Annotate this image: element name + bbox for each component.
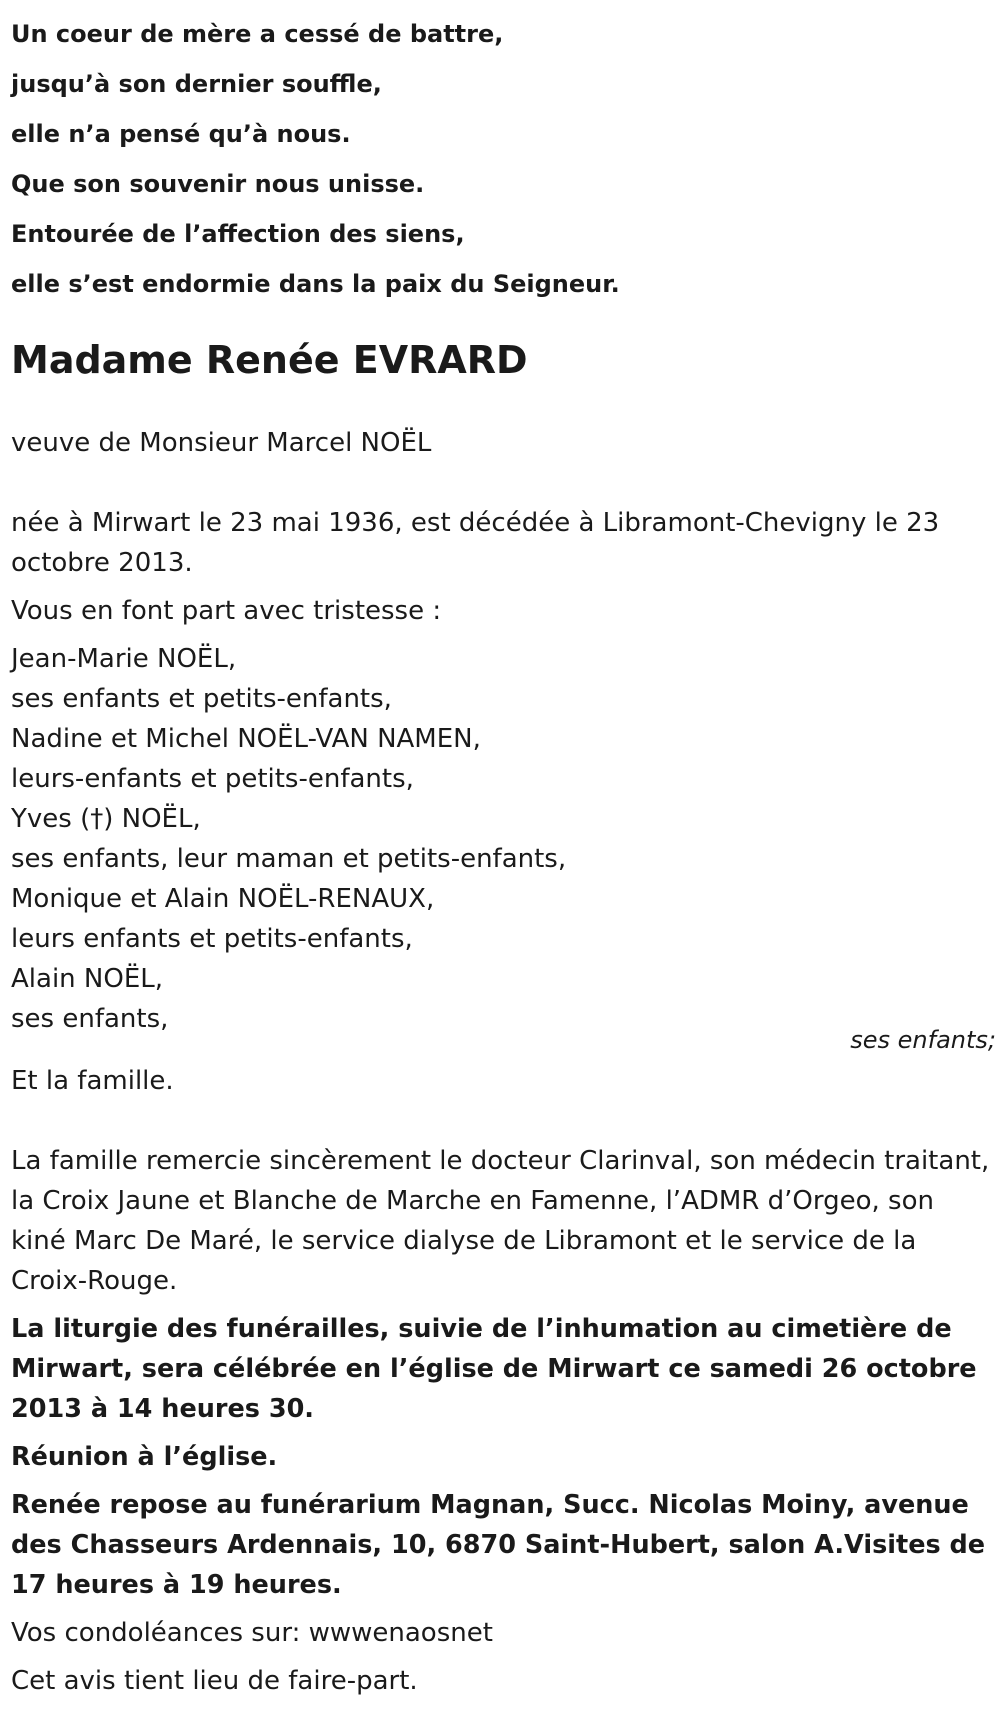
- birth-death-details: née à Mirwart le 23 mai 1936, est décédée à Libramont-Chevigny le 23 octobre 2013.: [11, 508, 940, 578]
- poem-line: Entourée de l’affection des siens,: [11, 220, 465, 248]
- family-member: Alain NOËL,: [11, 964, 164, 994]
- obituary-notice: [11, 0, 991, 1701]
- family-member: Yves (†) NOËL,: [11, 804, 201, 834]
- poem-line: elle s’est endormie dans la paix du Seigneur.: [11, 270, 620, 298]
- family-member: leurs-enfants et petits-enfants,: [11, 764, 414, 794]
- poem: [11, 0, 991, 309]
- side-note: ses enfants;: [850, 1026, 996, 1054]
- thanks-paragraph: La famille remercie sincèrement le docteur Clarinval, son médecin traitant, la Croix Jaune et Blanche de Marche en Famenne, l’ADMR d’Orgeo, son kiné Marc De Maré, le service dialyse de Libramont et le service de la Croix-Rouge.: [11, 1146, 990, 1296]
- condolences-line: Vos condoléances sur: wwwenaosnet: [11, 1618, 493, 1648]
- deceased-name: Madame Renée EVRARD: [11, 338, 528, 382]
- funeral-details: La liturgie des funérailles, suivie de l’inhumation au cimetière de Mirwart, sera célébrée en l’église de Mirwart ce samedi 26 octobre 2013 à 14 heures 30.: [11, 1314, 977, 1424]
- family-member: Jean-Marie NOËL,: [11, 644, 237, 674]
- family-member: ses enfants,: [11, 1004, 169, 1034]
- poem-line: Que son souvenir nous unisse.: [11, 170, 425, 198]
- meeting-note: Réunion à l’église.: [11, 1442, 278, 1472]
- poem-line: Un coeur de mère a cessé de battre,: [11, 20, 504, 48]
- closing-family: Et la famille.: [11, 1066, 174, 1096]
- family-member: Nadine et Michel NOËL-VAN NAMEN,: [11, 724, 481, 754]
- notice-line: Cet avis tient lieu de faire-part.: [11, 1666, 418, 1696]
- family-member: ses enfants, leur maman et petits-enfants,: [11, 844, 567, 874]
- family-member: ses enfants et petits-enfants,: [11, 684, 392, 714]
- announcement-intro: Vous en font part avec tristesse :: [11, 596, 442, 626]
- family-member: leurs enfants et petits-enfants,: [11, 924, 413, 954]
- visitation-details: Renée repose au funérarium Magnan, Succ. Nicolas Moiny, avenue des Chasseurs Ardennais, 10, 6870 Saint-Hubert, salon A.Visites de 17 heures à 19 heures.: [11, 1490, 986, 1600]
- family-member: Monique et Alain NOËL-RENAUX,: [11, 884, 435, 914]
- family-list: [11, 639, 991, 1039]
- poem-line: jusqu’à son dernier souffle,: [11, 70, 382, 98]
- poem-line: elle n’a pensé qu’à nous.: [11, 120, 351, 148]
- widow-of: veuve de Monsieur Marcel NOËL: [11, 428, 432, 458]
